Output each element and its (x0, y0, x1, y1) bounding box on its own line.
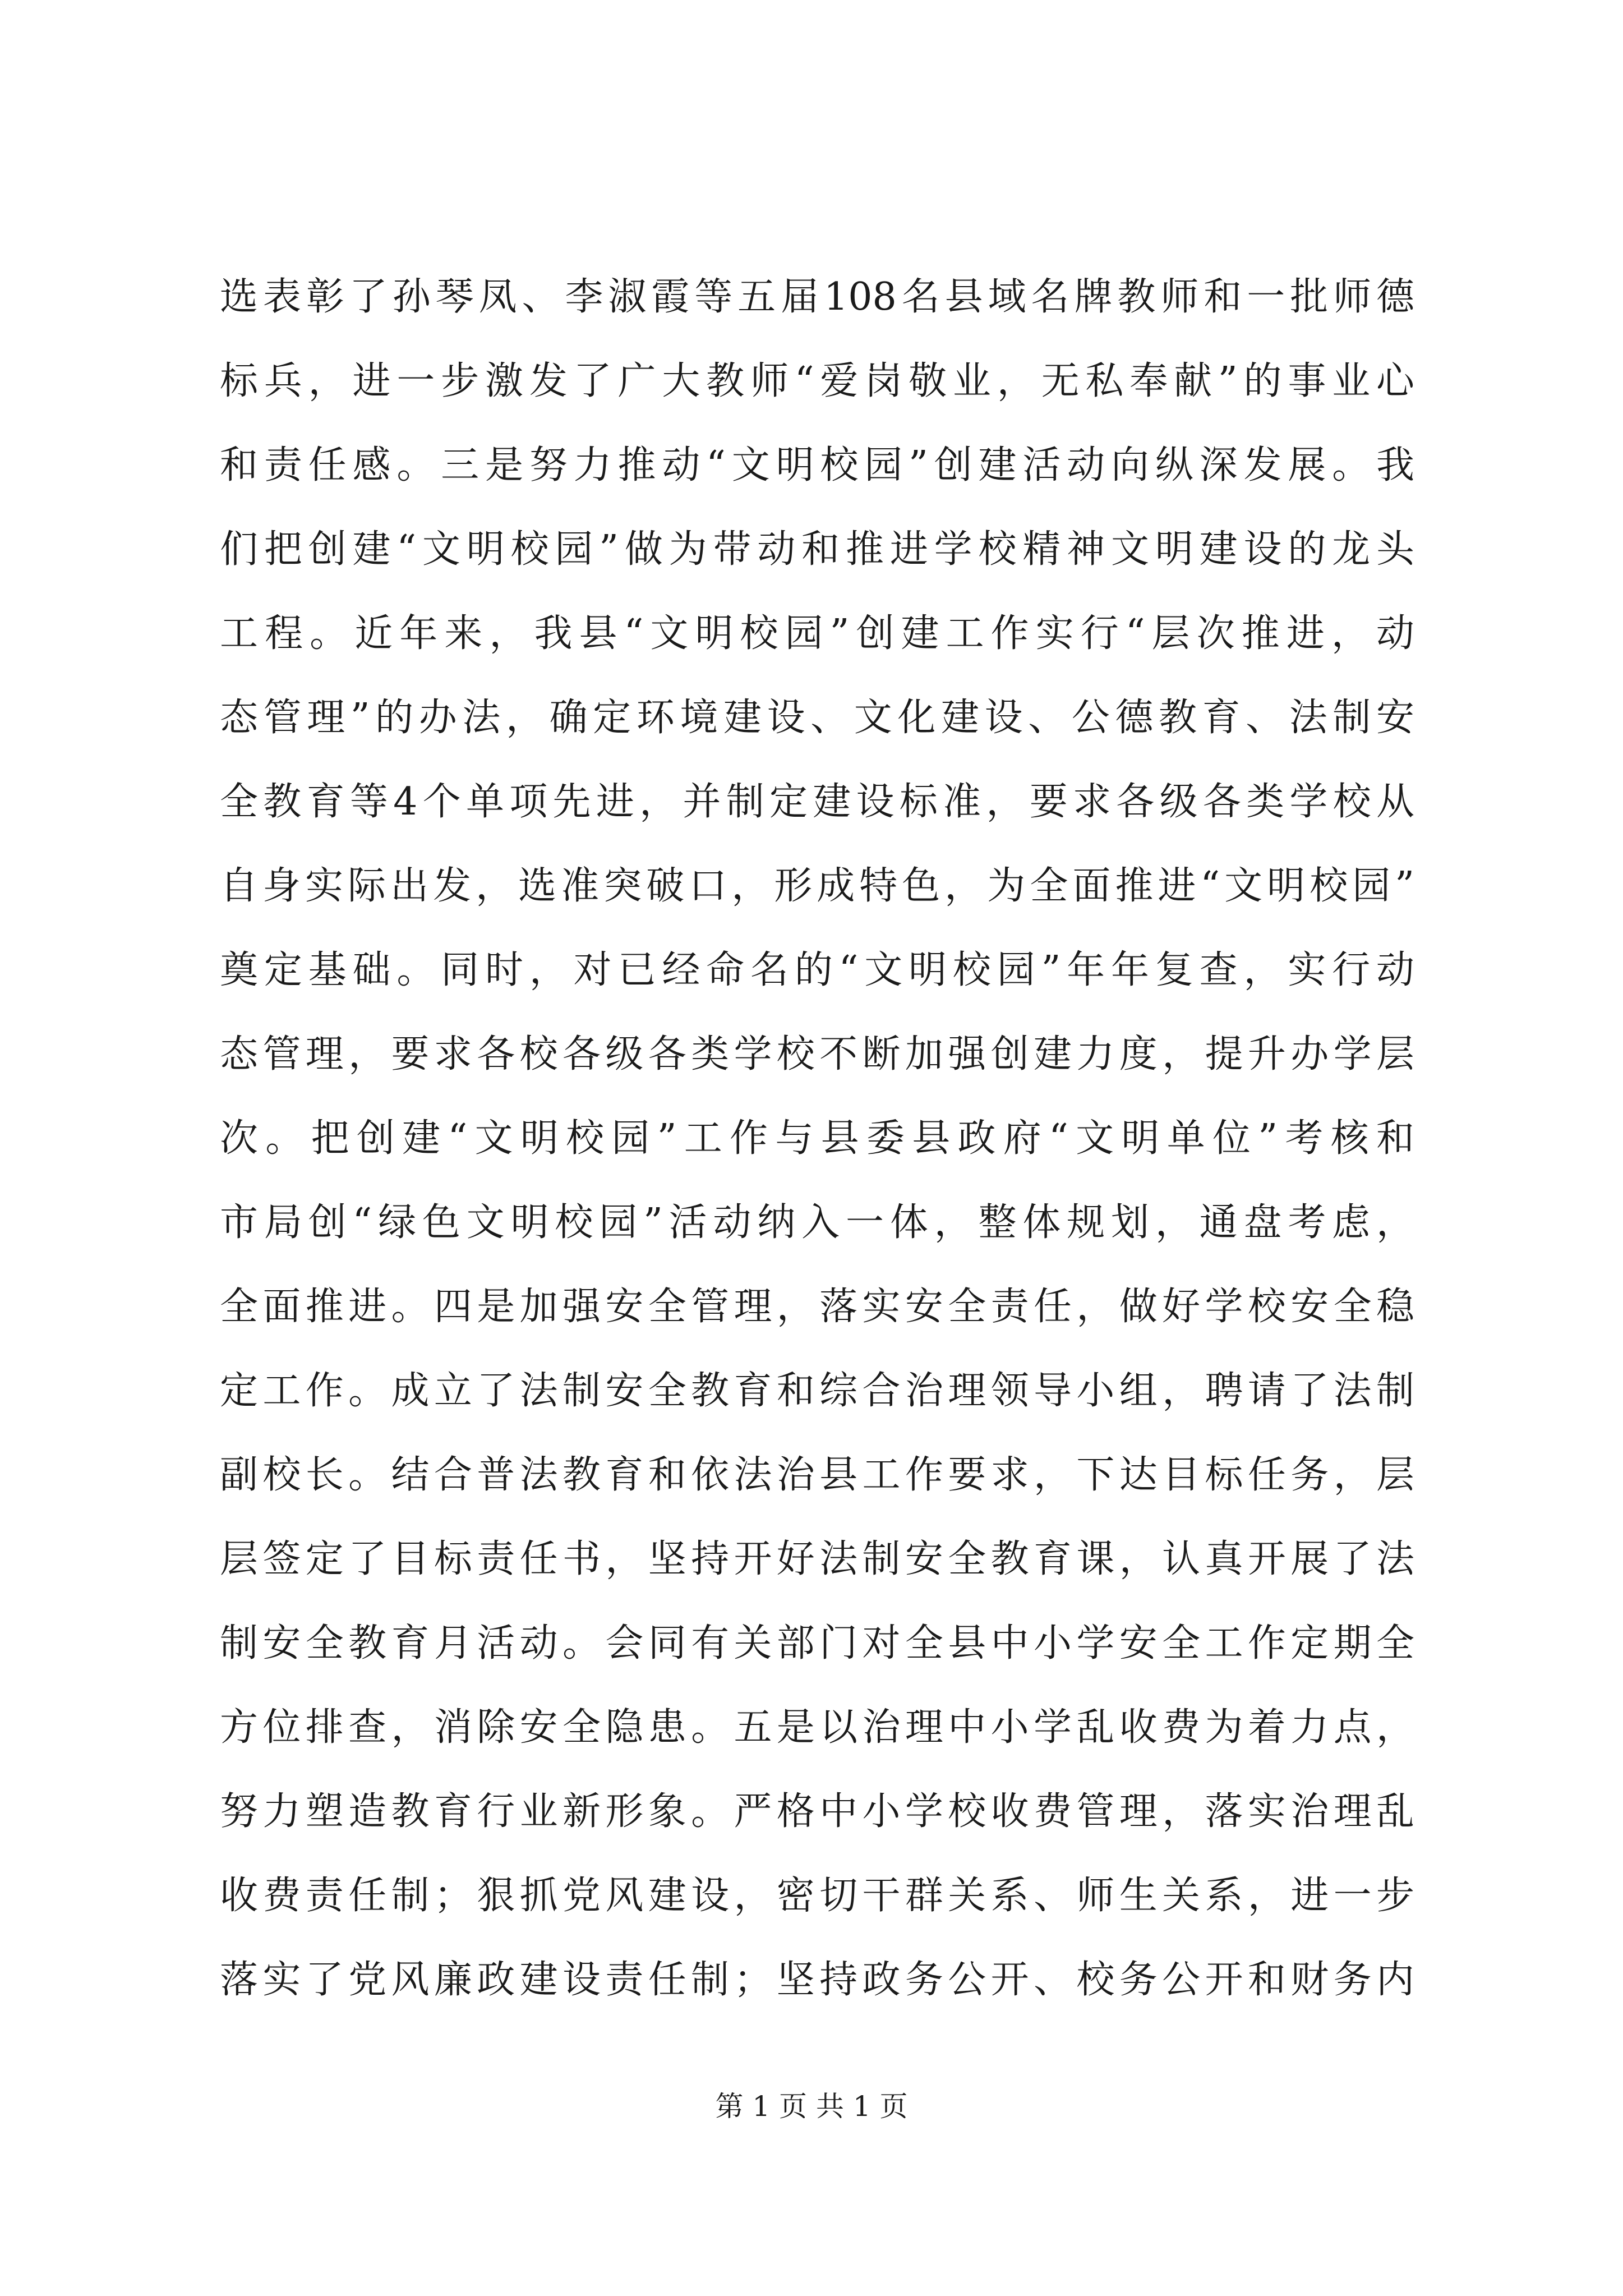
text-line: 奠定基础。同时，对已经命名的“文明校园”年年复查，实行动 (220, 948, 1414, 992)
text-line: 全面推进。四是加强安全管理，落实安全责任，做好学校安全稳 (220, 1285, 1414, 1329)
text-line: 落实了党风廉政建设责任制；坚持政务公开、校务公开和财务内 (220, 1958, 1414, 2002)
text-line: 制安全教育月活动。会同有关部门对全县中小学安全工作定期全 (220, 1621, 1414, 1665)
text-line: 全教育等4个单项先进，并制定建设标准，要求各级各类学校从 (220, 780, 1414, 824)
text-line: 工程。近年来，我县“文明校园”创建工作实行“层次推进，动 (220, 611, 1414, 656)
text-line: 次。把创建“文明校园”工作与县委县政府“文明单位”考核和 (220, 1116, 1414, 1161)
text-line: 选表彰了孙琴凤、李淑霞等五届108名县域名牌教师和一批师德 (220, 275, 1414, 319)
text-line: 收费责任制；狠抓党风建设，密切干群关系、师生关系，进一步 (220, 1874, 1414, 1918)
text-line: 副校长。结合普法教育和依法治县工作要求，下达目标任务，层 (220, 1453, 1414, 1497)
text-line: 方位排查，消除安全隐患。五是以治理中小学乱收费为着力点， (220, 1705, 1414, 1750)
text-line: 标兵，进一步激发了广大教师“爱岗敬业，无私奉献”的事业心 (220, 359, 1414, 403)
text-line: 定工作。成立了法制安全教育和综合治理领导小组，聘请了法制 (220, 1369, 1414, 1413)
text-line: 自身实际出发，选准突破口，形成特色，为全面推进“文明校园” (220, 864, 1414, 908)
text-line: 态管理，要求各校各级各类学校不断加强创建力度，提升办学层 (220, 1032, 1414, 1076)
text-line: 努力塑造教育行业新形象。严格中小学校收费管理，落实治理乱 (220, 1789, 1414, 1834)
text-line: 和责任感。三是努力推动“文明校园”创建活动向纵深发展。我 (220, 443, 1414, 487)
text-line: 层签定了目标责任书，坚持开好法制安全教育课，认真开展了法 (220, 1537, 1414, 1581)
page-number-footer: 第 1 页 共 1 页 (715, 2090, 908, 2123)
text-line: 们把创建“文明校园”做为带动和推进学校精神文明建设的龙头 (220, 527, 1414, 572)
text-line: 市局创“绿色文明校园”活动纳入一体，整体规划，通盘考虑， (220, 1200, 1414, 1245)
text-line: 态管理”的办法，确定环境建设、文化建设、公德教育、法制安 (220, 696, 1414, 740)
